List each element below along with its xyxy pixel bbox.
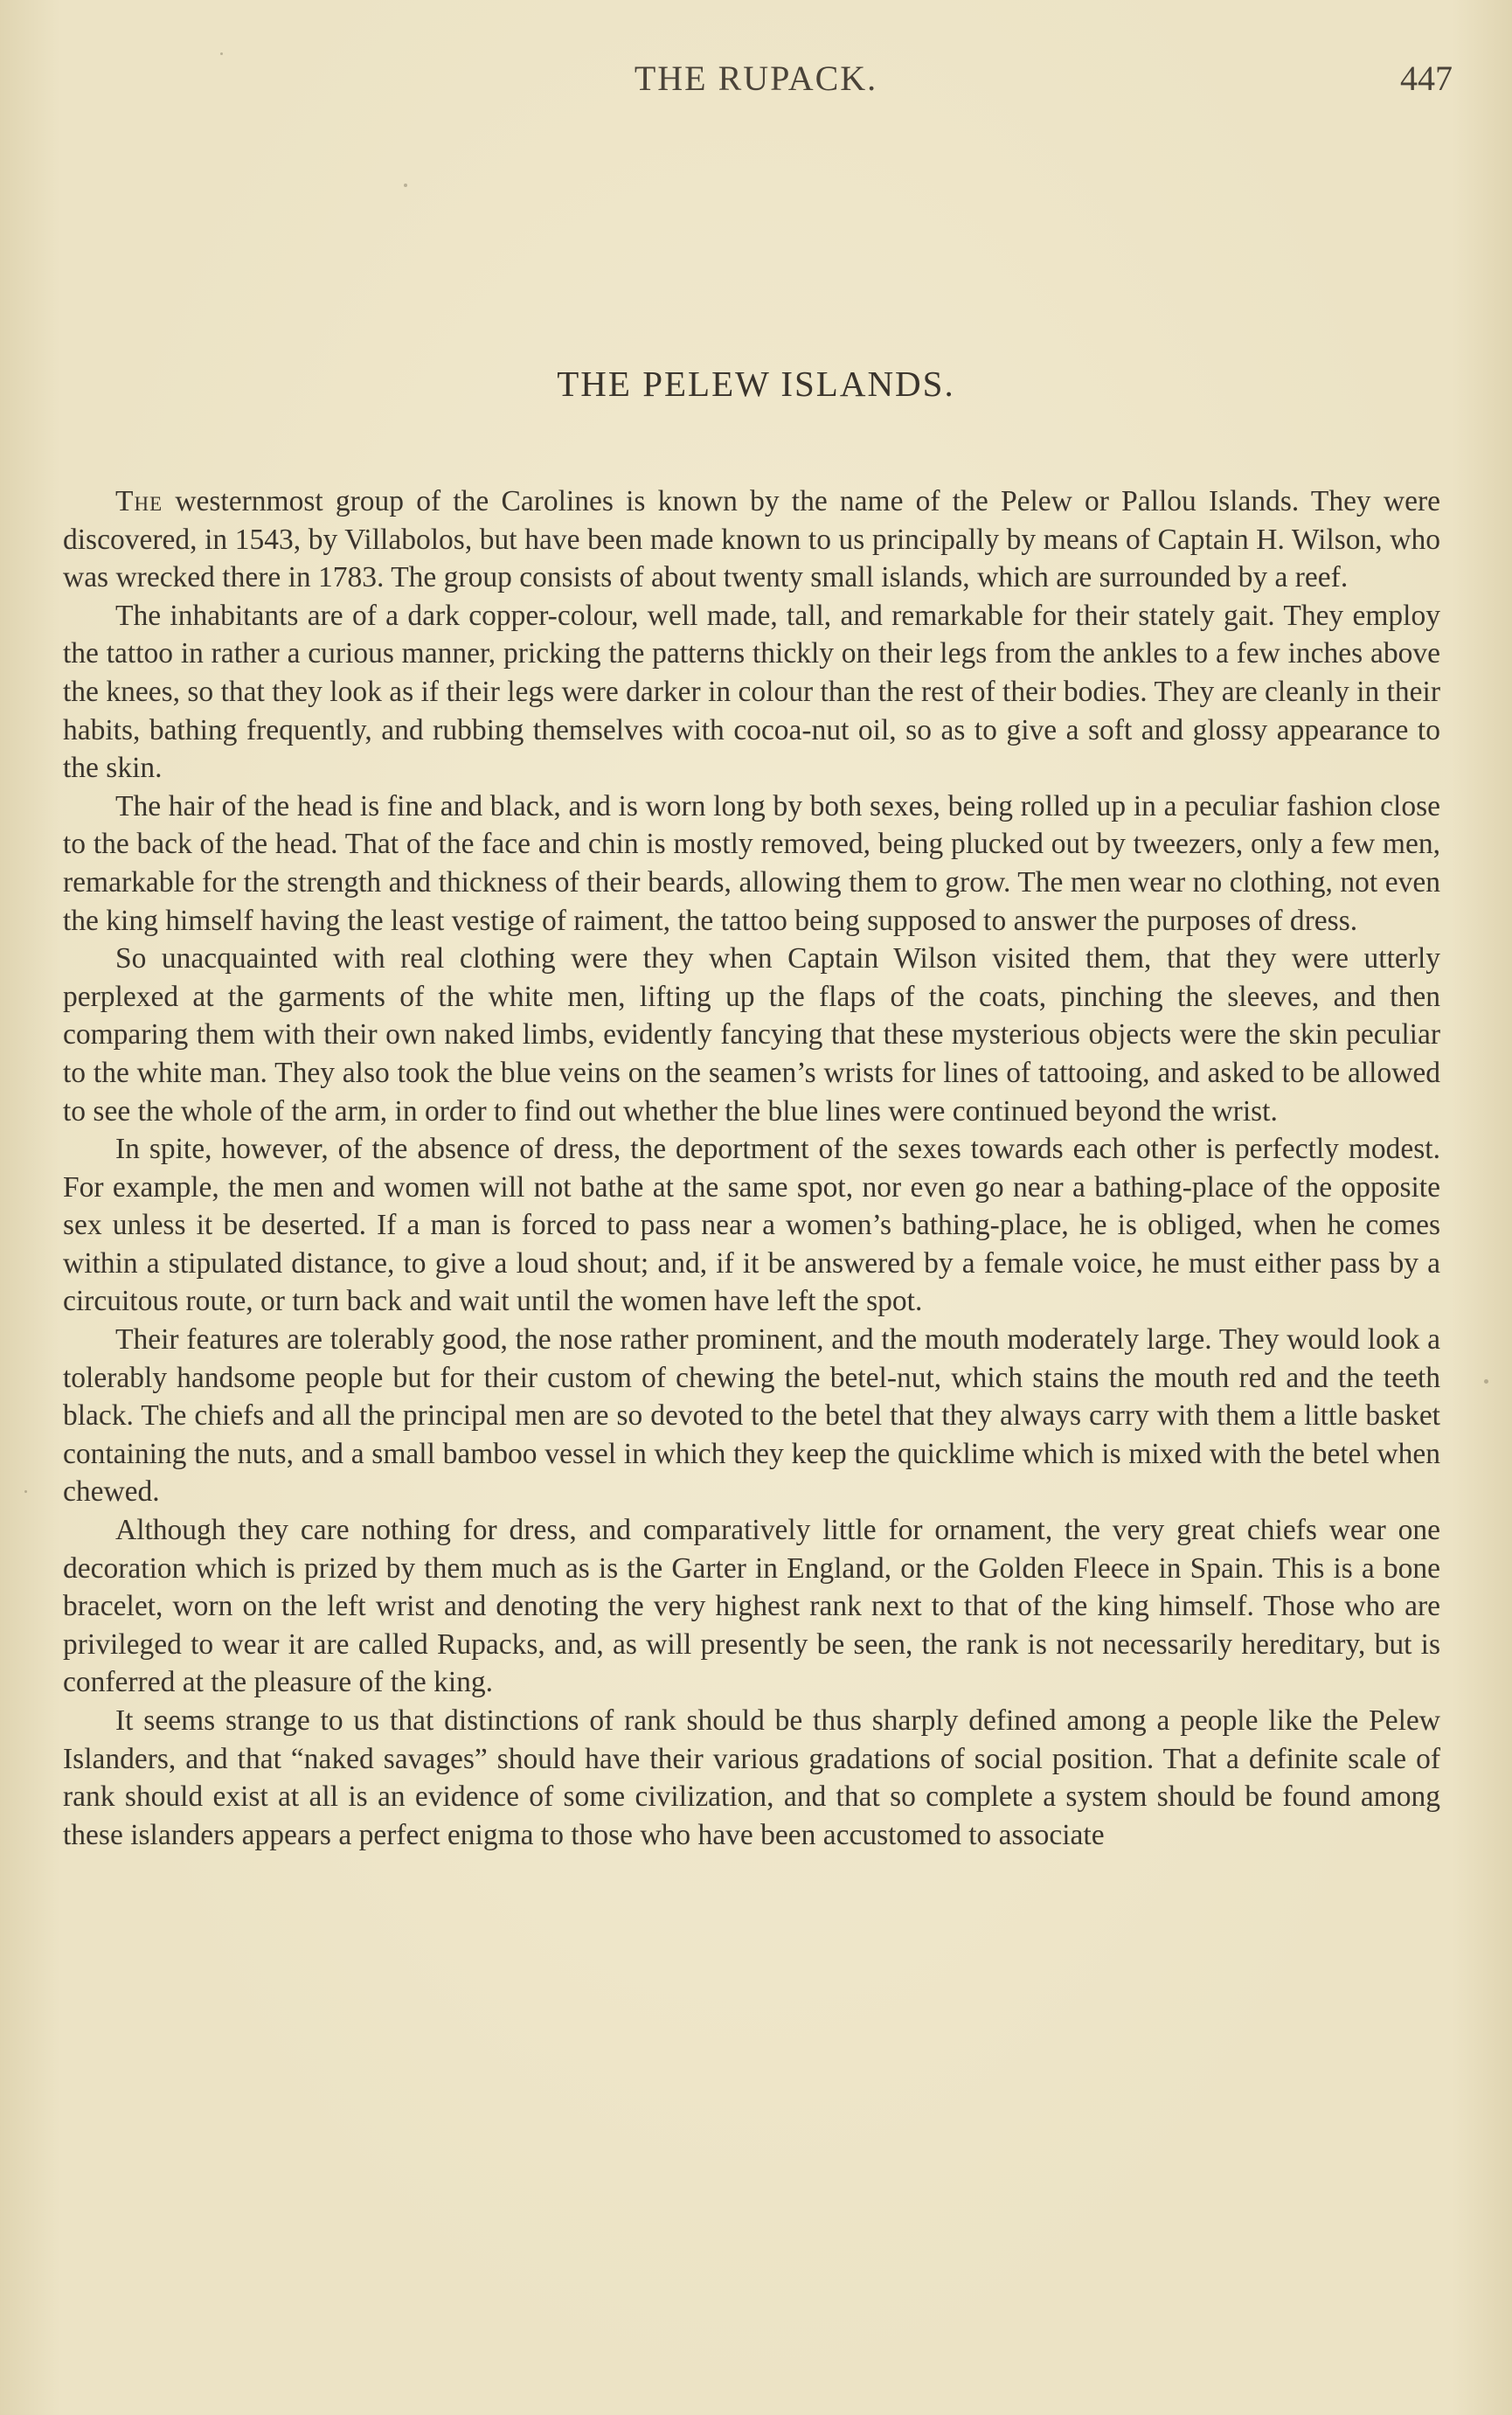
paragraph-8: It seems strange to us that distinctions of rank should be thus sharply defined among a people like the Pelew Islanders, and that “naked savages” should have their various gradations of social position. That a definite scale of rank should exist at all is an evidence of some civilization, and that so complete a system should be found among these islanders appears a perfect enigma to those who have been accustomed to associate: [63, 1704, 1440, 1851]
paper-speck: [404, 184, 407, 187]
lead-word: The: [115, 485, 163, 517]
paragraph-3: The hair of the head is fine and black, and is worn long by both sexes, being rolled up in a peculiar fashion close to the back of the head. That of the face and chin is mostly removed, being plucked out by tweezers, only a few men, remarkable for the strength and thickness of their beards, allowing them to grow. The men wear no clothing, not even the king himself having the least vestige of raiment, the tattoo being supposed to answer the purposes of dress.: [63, 789, 1440, 937]
paragraph-6: Their features are tolerably good, the nose rather prominent, and the mouth moderately large. They would look a tolerably handsome people but for their custom of chewing the betel-nut, which stains the mouth red and the teeth black. The chiefs and all the principal men are so devoted to the betel that they always carry with them a little basket containing the nuts, and a small bamboo vessel in which they keep the quicklime which is mixed with the betel when chewed.: [63, 1323, 1440, 1509]
paragraph-1: [63, 482, 1440, 597]
chapter-title: THE PELEW ISLANDS.: [557, 364, 955, 404]
body-text: [63, 482, 1440, 1854]
paragraph-5: In spite, however, of the absence of dress, the deportment of the sexes towards each other is perfectly modest. For example, the men and women will not bathe at the same spot, nor even go near a bathing-place of the opposite sex unless it be deserted. If a man is forced to pass near a women’s bathing-place, he is obliged, when he comes within a stipulated distance, to give a loud shout; and, if it be answered by a female voice, he must either pass by a circuitous route, or turn back and wait until the women have left the spot.: [63, 1133, 1440, 1318]
paragraph-1-text: westernmost group of the Carolines is known by the name of the Pelew or Pallou Islands. They were discovered, in 1543, by Villabolos, but have been made known to us principally by means of Captain H. Wilson, who was wrecked there in 1783. The group consists of about twenty small islands, which are surrounded by a reef.: [63, 485, 1440, 594]
paragraph-4: So unacquainted with real clothing were they when Captain Wilson visited them, that they were utterly perplexed at the garments of the white men, lifting up the flaps of the coats, pinching the sleeves, and then comparing them with their own naked limbs, evidently fancying that these mysterious objects were the skin peculiar to the white man. They also took the blue veins on the seamen’s wrists for lines of tattooing, and asked to be allowed to see the whole of the arm, in order to find out whether the blue lines were continued beyond the wrist.: [63, 942, 1440, 1128]
paragraph-2: The inhabitants are of a dark copper-colour, well made, tall, and remarkable for their stately gait. They employ the tattoo in rather a curious manner, pricking the patterns thickly on their legs from the ankles to a few inches above the knees, so that they look as if their legs were darker in colour than the rest of their bodies. They are cleanly in their habits, bathing frequently, and rubbing themselves with cocoa-nut oil, so as to give a soft and glossy appearance to the skin.: [63, 599, 1440, 785]
running-title: THE RUPACK.: [634, 59, 878, 98]
paragraph-7: Although they care nothing for dress, and comparatively little for ornament, the very great chiefs wear one decoration which is prized by them much as is the Garter in England, or the Golden Fleece in Spain. This is a bone bracelet, worn on the left wrist and denoting the very highest rank next to that of the king himself. Those who are privileged to wear it are called Rupacks, and, as will presently be seen, the rank is not necessarily hereditary, but is conferred at the pleasure of the king.: [63, 1514, 1440, 1699]
running-head: [0, 58, 1512, 110]
page-number: 447: [1400, 59, 1453, 98]
paper-speck: [1484, 1379, 1488, 1384]
paper-speck: [220, 52, 223, 55]
paper-speck: [24, 1490, 27, 1493]
